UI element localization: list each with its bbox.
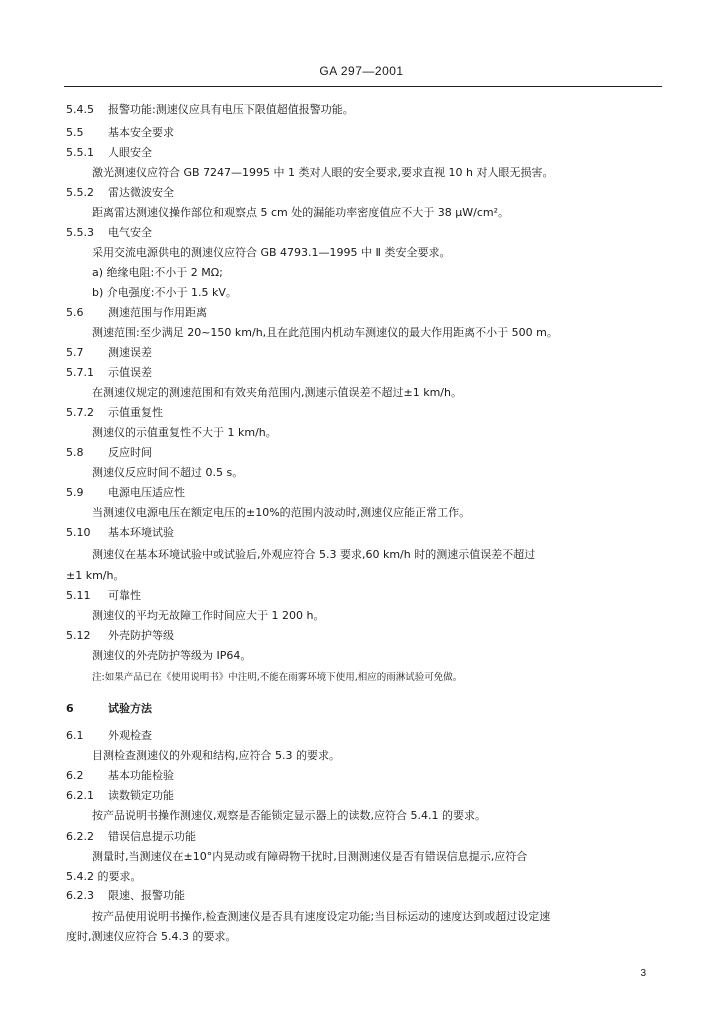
clause-heading — [66, 830, 196, 844]
page-number: 3 — [640, 968, 646, 979]
clause-number: 5.7.1 — [66, 366, 94, 379]
line-text: 限速、报警功能 — [108, 889, 185, 902]
line-text: 度时,测速仪应符合 5.4.3 的要求。 — [66, 930, 237, 943]
clause-heading — [66, 306, 207, 320]
clause-number: 5.6 — [66, 306, 84, 319]
line-text: 测速仪反应时间不超过 0.5 s。 — [92, 466, 244, 479]
line-text: ±1 km/h。 — [66, 569, 125, 582]
clause-text — [66, 870, 142, 884]
clause-heading — [66, 146, 152, 160]
line-text: 目测检查测速仪的外观和结构,应符合 5.3 的要求。 — [92, 749, 340, 762]
clause-heading — [66, 769, 174, 783]
header-rule — [64, 86, 662, 87]
line-text: 采用交流电源供电的测速仪应符合 GB 4793.1—1995 中 Ⅱ 类安全要求。 — [92, 246, 451, 259]
line-text: 测速误差 — [108, 346, 152, 359]
line-text: 按产品说明书操作测速仪,观察是否能锁定显示器上的读数,应符合 5.4.1 的要求。 — [92, 809, 486, 822]
line-text: 基本功能检验 — [108, 769, 174, 782]
line-text: 电源电压适应性 — [108, 486, 185, 499]
line-text: 距离雷达测速仪操作部位和观察点 5 cm 处的漏能功率密度值应不大于 38 μW/cm²。 — [92, 206, 509, 219]
clause-heading — [66, 226, 152, 240]
clause-heading — [66, 366, 152, 380]
clause-text — [92, 266, 223, 280]
clause-heading — [66, 126, 174, 140]
clause-heading — [66, 486, 185, 500]
line-text: 测速仪的示值重复性不大于 1 km/h。 — [92, 426, 277, 439]
line-text: 试验方法 — [108, 702, 152, 715]
clause-text — [92, 910, 550, 924]
clause-text — [92, 809, 486, 823]
clause-number: 5.4.5 — [66, 103, 94, 116]
clause-text — [92, 286, 237, 300]
clause-heading — [66, 729, 152, 743]
line-text: 测速仪的外壳防护等级为 IP64。 — [92, 649, 252, 662]
clause-text — [92, 609, 324, 623]
clause-text — [92, 166, 554, 180]
line-text: 示值重复性 — [108, 406, 163, 419]
clause-number: 6.1 — [66, 729, 84, 742]
line-text: 5.4.2 的要求。 — [66, 870, 142, 883]
line-text: a) 绝缘电阻:不小于 2 MΩ; — [92, 266, 223, 279]
line-text: 外观检查 — [108, 729, 152, 742]
clause-heading — [66, 346, 152, 360]
line-text: 测速范围与作用距离 — [108, 306, 207, 319]
line-text: 测量时,当测速仪在±10°内晃动或有障碍物干扰时,目测测速仪是否有错误信息提示,应符合 — [92, 850, 528, 863]
clause-number: 6.2.1 — [66, 789, 94, 802]
clause-heading — [66, 186, 174, 200]
clause-text — [92, 466, 243, 480]
line-text: 人眼安全 — [108, 146, 152, 159]
clause-number: 6.2.2 — [66, 830, 94, 843]
line-text: 示值误差 — [108, 366, 152, 379]
clause-number: 5.11 — [66, 589, 91, 602]
clause-heading — [66, 789, 174, 803]
line-text: 电气安全 — [108, 226, 152, 239]
line-text: 反应时间 — [108, 446, 152, 459]
clause-heading — [66, 629, 174, 643]
clause-text — [66, 569, 124, 583]
line-text: 雷达微波安全 — [108, 186, 174, 199]
clause-number: 6.2.3 — [66, 889, 94, 902]
line-text: 按产品使用说明书操作,检查测速仪是否具有速度设定功能;当目标运动的速度达到或超过设定速 — [92, 910, 551, 923]
clause-number: 5.5.2 — [66, 186, 94, 199]
clause-text — [92, 506, 470, 520]
clause-text — [92, 749, 340, 763]
clause-heading — [66, 526, 174, 540]
note-text — [92, 671, 462, 685]
clause-number: 5.7 — [66, 346, 84, 359]
clause-heading — [66, 589, 141, 603]
clause-heading — [66, 702, 152, 716]
clause-heading — [66, 889, 185, 903]
clause-number: 6 — [66, 702, 74, 715]
clause-text — [92, 850, 527, 864]
clause-text — [92, 326, 558, 340]
clause-number: 5.10 — [66, 526, 91, 539]
clause-number: 5.5 — [66, 126, 84, 139]
line-text: 激光测速仪应符合 GB 7247—1995 中 1 类对人眼的安全要求,要求直视 10 h 对人眼无损害。 — [92, 166, 554, 179]
clause-number: 6.2 — [66, 769, 84, 782]
clause-number: 5.5.3 — [66, 226, 94, 239]
page-header: GA 297—2001 — [319, 64, 404, 78]
clause-text — [92, 386, 462, 400]
line-text: 错误信息提示功能 — [108, 830, 196, 843]
clause-number: 5.7.2 — [66, 406, 94, 419]
line-text: 外壳防护等级 — [108, 629, 174, 642]
line-text: 读数锁定功能 — [108, 789, 174, 802]
clause-number: 5.12 — [66, 629, 91, 642]
clause-heading — [66, 103, 354, 117]
clause-heading — [66, 406, 163, 420]
line-text: b) 介电强度:不小于 1.5 kV。 — [92, 286, 237, 299]
clause-number: 5.8 — [66, 446, 84, 459]
clause-number: 5.9 — [66, 486, 84, 499]
clause-number: 5.5.1 — [66, 146, 94, 159]
clause-text — [92, 246, 450, 260]
line-text: 测速仪在基本环境试验中或试验后,外观应符合 5.3 要求,60 km/h 时的测速示值误差不超过 — [92, 548, 536, 561]
clause-text — [92, 426, 277, 440]
clause-text — [92, 649, 251, 663]
line-text: 基本安全要求 — [108, 126, 174, 139]
line-text: 可靠性 — [108, 589, 141, 602]
line-text: 当测速仪电源电压在额定电压的±10%的范围内波动时,测速仪应能正常工作。 — [92, 506, 471, 519]
line-text: 基本环境试验 — [108, 526, 174, 539]
line-text: 注:如果产品已在《使用说明书》中注明,不能在雨雾环境下使用,相应的雨淋试验可免做。 — [92, 672, 463, 683]
line-text: 测速仪的平均无故障工作时间应大于 1 200 h。 — [92, 609, 325, 622]
clause-text — [92, 548, 535, 562]
line-text: 在测速仪规定的测速范围和有效夹角范围内,测速示值误差不超过±1 km/h。 — [92, 386, 462, 399]
clause-heading — [66, 446, 152, 460]
clause-text — [66, 930, 236, 944]
line-text: 测速范围:至少满足 20~150 km/h,且在此范围内机动车测速仪的最大作用距离不小于 500 m。 — [92, 326, 558, 339]
line-text: 报警功能:测速仪应具有电压下限值超值报警功能。 — [108, 103, 354, 116]
clause-text — [92, 206, 509, 220]
